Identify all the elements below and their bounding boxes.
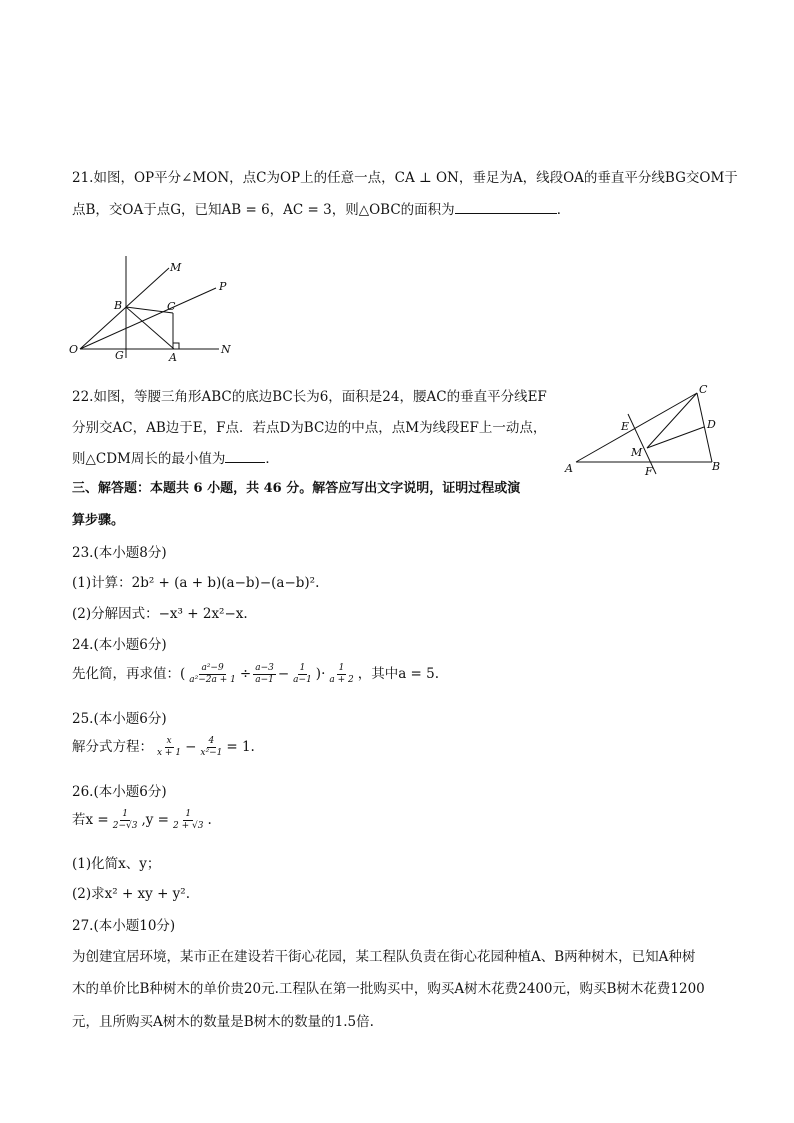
q21-line1: 21.如图，OP平分∠MON，点C为OP上的任意一点，CA ⊥ ON，垂足为A，线段OA的垂直平分线BG交OM于 [72, 170, 738, 186]
q25-prefix: 解分式方程： [72, 739, 153, 755]
q26-head: 26.(本小题6分) [72, 784, 167, 800]
q26-fx-num: 1 [122, 809, 128, 819]
q24-f4-num: 1 [338, 663, 345, 673]
fig22-seg-md [647, 427, 704, 448]
q22-line3-text: 则△CDM周长的最小值为 [72, 451, 226, 467]
q24-mid: )· [315, 666, 326, 682]
q23-part2: (2)分解因式：−x³ + 2x²−x. [72, 606, 248, 622]
q27-line2: 木的单价比B种树木的单价贵20元.工程队在第一批购买中，购买A树木花费2400元，购买B树木花费1200 [72, 981, 705, 997]
q24-minus: − [277, 666, 290, 682]
q26-fy-num: 1 [185, 809, 192, 819]
q27-head: 27.(本小题10分) [72, 918, 176, 934]
fig21-seg-ba [126, 307, 174, 349]
fig22-label-c: C [699, 383, 708, 396]
q23-part1: (1)计算：2b² + (a + b)(a−b)−(a−b)². [72, 575, 320, 591]
figure-21 [66, 252, 246, 364]
q24-fraction-3 [291, 663, 314, 686]
q25-f2-den: x²−1 [200, 748, 223, 758]
q22-line2: 分别交AC，AB边于E，F点．若点D为BC边的中点，点M为线段EF上一动点， [72, 420, 547, 436]
q24-f3-num: 1 [299, 663, 306, 673]
q26-fy-den: 2 + √3 [172, 821, 204, 831]
q22-line3 [72, 447, 279, 467]
q24-f3-den: a−1 [293, 675, 312, 685]
fig21-label-c: C [167, 300, 176, 313]
q25-f1-den: x + 1 [157, 748, 182, 758]
q27-line3: 元，且所购买A树木的数量是B树木的数量的1.5倍. [72, 1014, 374, 1030]
q26-part2: (2)求x² + xy + y². [72, 886, 191, 902]
q24-f1-num: a²−9 [201, 663, 224, 673]
q27-line1: 为创建宜居环境，某市正在建设若干街心花园，某工程队负责在街心花园种植A、B两种树木，已知A种树 [72, 949, 696, 965]
fig21-right-angle [173, 343, 179, 349]
q21-line2 [72, 198, 570, 218]
q23-head: 23.(本小题8分) [72, 545, 167, 561]
fig22-label-m: M [631, 446, 643, 459]
q25-fraction-1 [155, 736, 183, 759]
q26-fraction-y [171, 809, 205, 832]
fig21-label-m: M [170, 261, 182, 274]
q24-f2-den: a−1 [255, 675, 274, 685]
q25-f1-num: x [166, 736, 172, 746]
q26-mid: ,y = [141, 812, 169, 828]
q24-prefix: 先化简，再求值：( [72, 666, 186, 682]
q25-f2-num: 4 [208, 736, 215, 746]
fig21-label-b: B [114, 299, 123, 312]
section3-line2: 算步骤。 [72, 513, 125, 528]
fig22-label-f: F [645, 465, 653, 478]
fig21-ray-om [80, 268, 169, 349]
q26-given [72, 808, 212, 832]
q21-answer-blank [455, 201, 557, 214]
fig21-label-g: G [115, 349, 124, 362]
fig21-label-n: N [221, 343, 231, 356]
q25-minus: − [185, 739, 197, 755]
q26-fraction-x [111, 809, 140, 832]
q24-expression [72, 662, 439, 686]
fig22-label-d: D [707, 418, 716, 431]
q26-suffix: . [207, 812, 212, 828]
fig21-label-p: P [219, 280, 227, 293]
fig21-ray-op [80, 288, 216, 349]
q24-fraction-1 [187, 663, 238, 686]
q24-head: 24.(本小题6分) [72, 637, 167, 653]
q24-f1-den: a²−2a + 1 [189, 675, 236, 685]
q24-fraction-2 [253, 663, 276, 686]
q25-fraction-2 [198, 736, 224, 759]
q22-line1: 22.如图，等腰三角形ABC的底边BC长为6，面积是24，腰AC的垂直平分线EF [72, 389, 547, 405]
q24-div: ÷ [239, 666, 252, 682]
q22-line3-end: ． [265, 451, 279, 467]
q26-part1: (1)化简x、y； [72, 856, 161, 872]
q24-suffix: ，其中a = 5. [357, 666, 440, 682]
fig22-label-a: A [565, 462, 573, 475]
q24-f2-num: a−3 [255, 663, 274, 673]
q26-prefix: 若x = [72, 812, 109, 828]
q24-fraction-4 [327, 663, 355, 686]
fig22-label-e: E [621, 420, 630, 433]
q21-line2-text: 点B，交OA于点G，已知AB = 6，AC = 3，则△OBC的面积为 [72, 202, 455, 218]
fig22-label-b: B [712, 460, 721, 473]
q24-f4-den: a + 2 [329, 675, 354, 685]
q25-equation [72, 735, 255, 759]
fig22-seg-cm [647, 393, 697, 448]
fig21-label-a: A [169, 351, 177, 364]
q26-fx-den: 2−√3 [112, 821, 138, 831]
figure-22 [562, 380, 732, 480]
q22-answer-blank [225, 450, 265, 463]
q21-line2-end: ． [556, 202, 571, 218]
section3-line1: 三、解答题：本题共 6 小题，共 46 分。解答应写出文字说明，证明过程或演 [72, 481, 521, 496]
q25-head: 25.(本小题6分) [72, 711, 167, 727]
fig21-label-o: O [69, 343, 79, 356]
q25-suffix: = 1. [226, 739, 255, 755]
